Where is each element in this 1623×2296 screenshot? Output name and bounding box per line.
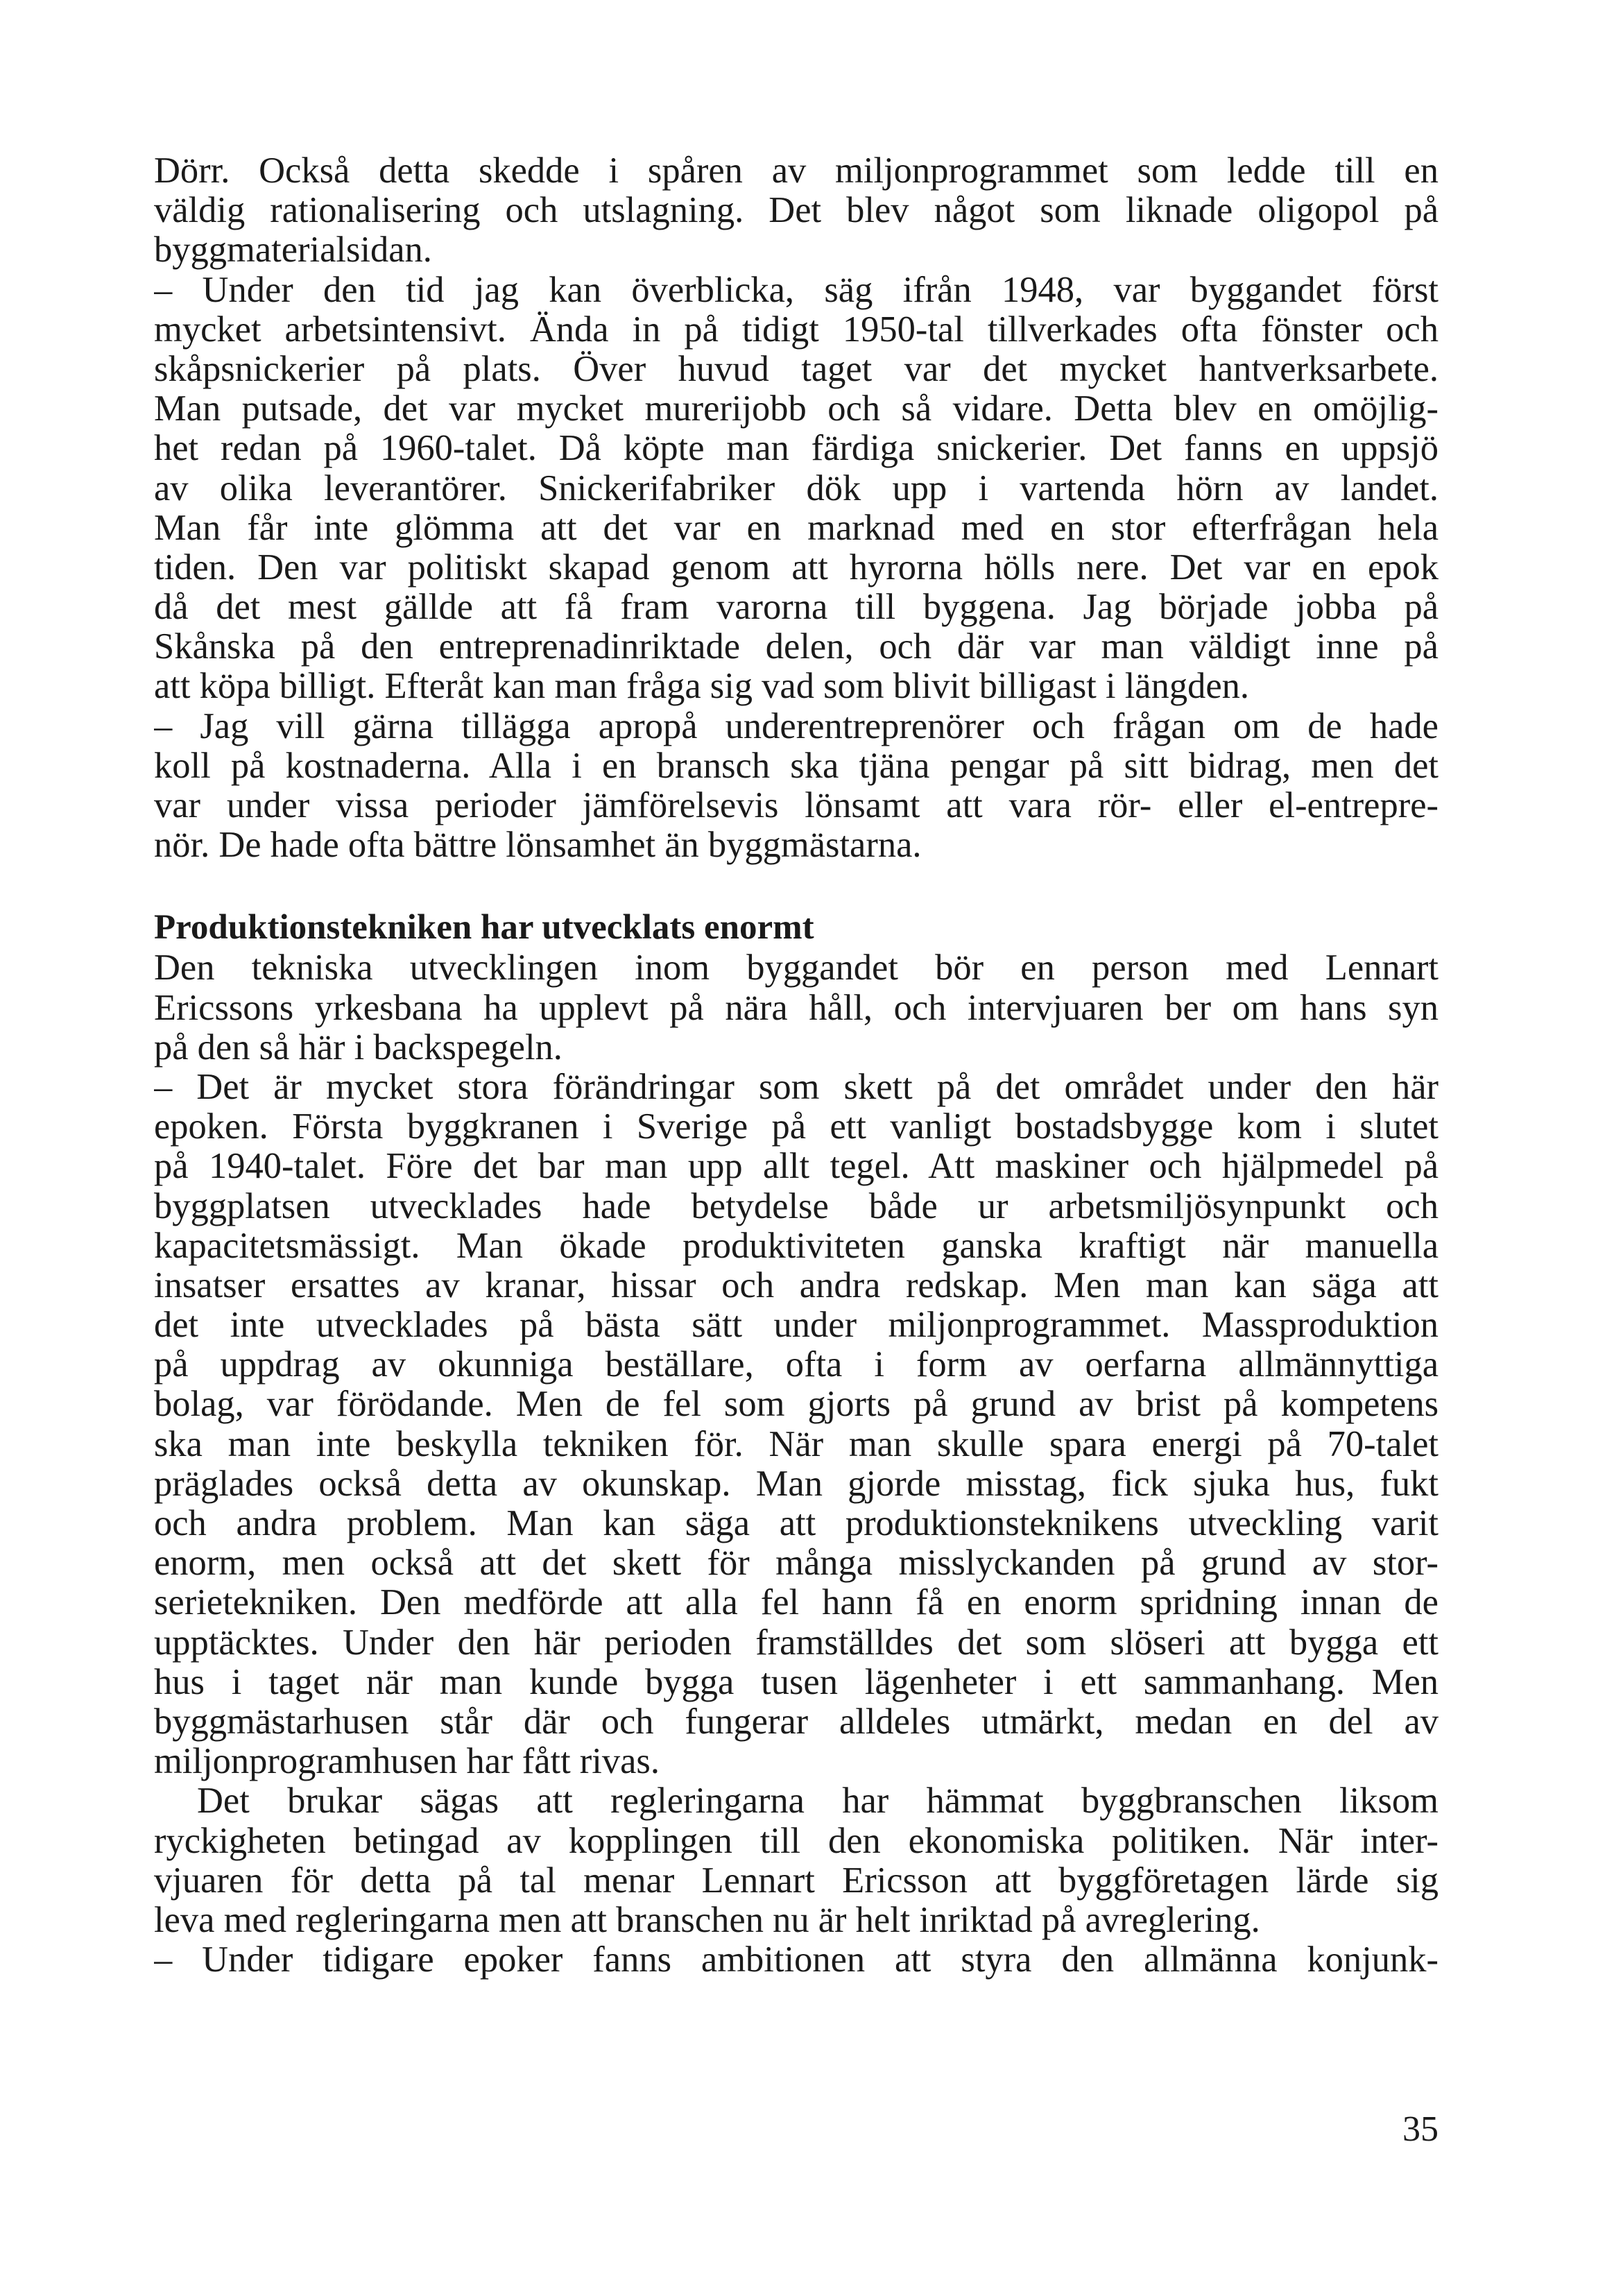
text-line: ryckigheten betingad av kopplingen till den ekonomiska politiken. När inter-: [154, 1821, 1439, 1861]
text-line: tiden. Den var politiskt skapad genom att hyrorna hölls nere. Det var en epok: [154, 547, 1439, 588]
text-line: på uppdrag av okunniga beställare, ofta i form av oerfarna allmännyttiga: [154, 1345, 1439, 1385]
text-line: byggmästarhusen står där och fungerar alldeles utmärkt, medan en del av: [154, 1702, 1439, 1742]
text-line: Man putsade, det var mycket murerijobb och så vidare. Detta blev en omöjlig-: [154, 389, 1439, 429]
text-line: byggmaterialsidan.: [154, 230, 432, 271]
text-line: och andra problem. Man kan säga att produktionsteknikens utveckling varit: [154, 1504, 1439, 1543]
text-line: det inte utvecklades på bästa sätt under miljonprogrammet. Massproduktion: [154, 1305, 1439, 1346]
text-line: Ericssons yrkesbana ha upplevt på nära håll, och intervjuaren ber om hans syn: [154, 988, 1439, 1028]
text-line: av olika leverantörer. Snickerifabriker dök upp i vartenda hörn av landet.: [154, 468, 1439, 508]
text-line: het redan på 1960-talet. Då köpte man färdiga snickerier. Det fanns en uppsjö: [154, 429, 1439, 469]
text-line: Man får inte glömma att det var en marknad med en stor efterfrågan hela: [154, 508, 1439, 548]
text-line: insatser ersattes av kranar, hissar och andra redskap. Men man kan säga att: [154, 1265, 1439, 1305]
text-line: enorm, men också att det skett för många misslyckanden på grund av stor-: [154, 1543, 1439, 1584]
text-line: Den tekniska utvecklingen inom byggandet bör en person med Lennart: [154, 948, 1439, 988]
text-line: väldig rationalisering och utslagning. Det blev något som liknade oligopol på: [154, 191, 1439, 231]
text-line: – Jag vill gärna tillägga apropå underentreprenörer och frågan om de hade: [154, 706, 1439, 746]
text-line: epoken. Första byggkranen i Sverige på ett vanligt bostadsbygge kom i slutet: [154, 1107, 1439, 1147]
text-line: leva med regleringarna men att branschen nu är helt inriktad på avreglering.: [154, 1900, 1260, 1940]
text-line: upptäcktes. Under den här perioden framställdes det som slöseri att bygga ett: [154, 1622, 1439, 1663]
section-heading: Produktionstekniken har utvecklats enormt: [154, 908, 814, 948]
text-line: mycket arbetsintensivt. Ända in på tidigt 1950-tal tillverkades ofta fönster och: [154, 309, 1439, 350]
text-line: nör. De hade ofta bättre lönsamhet än byggmästarna.: [154, 825, 922, 866]
paragraph: [154, 948, 1439, 1068]
text-line: på den så här i backspegeln.: [154, 1027, 563, 1068]
paragraph: [154, 151, 1439, 271]
text-line: byggplatsen utvecklades hade betydelse både ur arbetsmiljösynpunkt och: [154, 1186, 1439, 1226]
paragraph: [154, 707, 1439, 866]
section-gap: [154, 865, 1439, 907]
text-line: koll på kostnaderna. Alla i en bransch ska tjäna pengar på sitt bidrag, men det: [154, 746, 1439, 786]
paragraph: [154, 271, 1439, 707]
paragraph: [154, 1068, 1439, 1781]
text-line: präglades också detta av okunskap. Man gjorde misstag, fick sjuka hus, fukt: [154, 1464, 1439, 1504]
page-number: 35: [1402, 2109, 1439, 2149]
text-line: miljonprogramhusen har fått rivas.: [154, 1742, 660, 1782]
text-line: skåpsnickerier på plats. Över huvud taget var det mycket hantverksarbete.: [154, 349, 1439, 389]
text-line: bolag, var förödande. Men de fel som gjorts på grund av brist på kompetens: [154, 1385, 1439, 1425]
text-line: Dörr. Också detta skedde i spåren av miljonprogrammet som ledde till en: [154, 151, 1439, 191]
text-line: – Under tidigare epoker fanns ambitionen att styra den allmänna konjunk-: [154, 1940, 1439, 1980]
text-line: på 1940-talet. Före det bar man upp allt tegel. Att maskiner och hjälpmedel på: [154, 1147, 1439, 1187]
page-body: [154, 151, 1439, 1980]
text-line: serietekniken. Den medförde att alla fel hann få en enorm spridning innan de: [154, 1583, 1439, 1623]
text-line: vjuaren för detta på tal menar Lennart Ericsson att byggföretagen lärde sig: [154, 1860, 1439, 1901]
text-line: att köpa billigt. Efteråt kan man fråga sig vad som blivit billigast i längden.: [154, 667, 1250, 707]
text-line: kapacitetsmässigt. Man ökade produktiviteten ganska kraftigt när manuella: [154, 1226, 1439, 1266]
text-line: – Det är mycket stora förändringar som skett på det området under den här: [154, 1067, 1439, 1107]
text-line: var under vissa perioder jämförelsevis lönsamt att vara rör- eller el-entrepre-: [154, 786, 1439, 825]
text-line: Skånska på den entreprenadinriktade delen, och där var man väldigt inne på: [154, 627, 1439, 667]
paragraph: [154, 1781, 1439, 1940]
text-line: hus i taget när man kunde bygga tusen lägenheter i ett sammanhang. Men: [154, 1662, 1439, 1702]
text-line: ska man inte beskylla tekniken för. När man skulle spara energi på 70-talet: [154, 1424, 1439, 1464]
text-line: Det brukar sägas att regleringarna har hämmat byggbranschen liksom: [197, 1781, 1439, 1822]
text-line: då det mest gällde att få fram varorna till byggena. Jag började jobba på: [154, 588, 1439, 628]
text-line: – Under den tid jag kan överblicka, säg ifrån 1948, var byggandet först: [154, 270, 1439, 310]
paragraph: [154, 1940, 1439, 1980]
